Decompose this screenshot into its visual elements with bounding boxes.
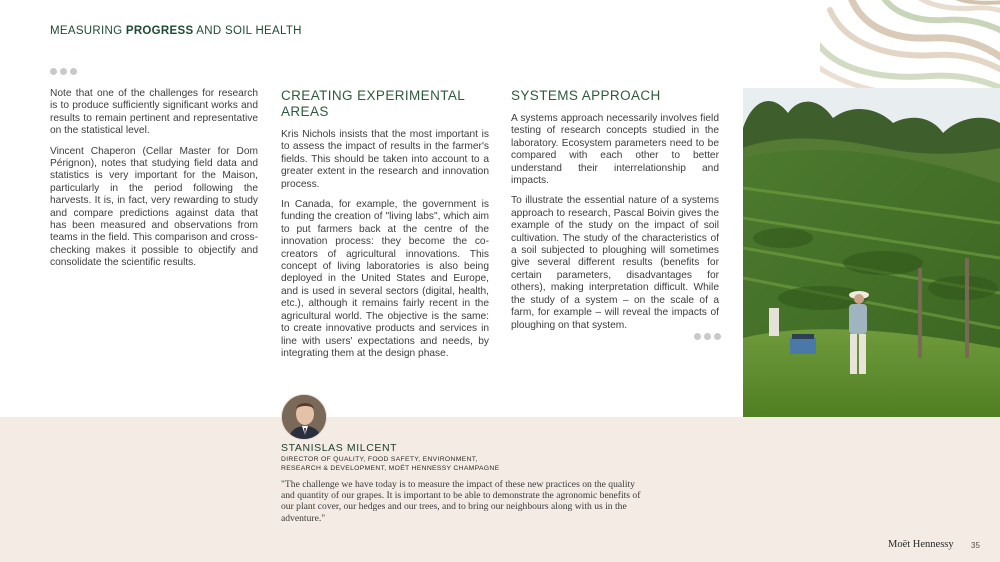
person-role-line-2: RESEARCH & DEVELOPMENT, MOËT HENNESSY CHAMPAGNE (281, 465, 500, 473)
experimental-paragraph-2: In Canada, for example, the government is funding the creation of "living labs", which aim to put farmers back at the centre of the innovation process: they become the co-creators of agricultural innovations. This concept of living laboratories is also being deployed in the United States and Europe, and is used in several sectors (digital, health, etc.), although it remains fairly recent in the agricultural world. The objective is the same: to create innovative products and services in line with users' expectations and needs, by integrating them at the design phase. (281, 199, 489, 359)
experimental-column (281, 88, 489, 368)
page-title (50, 25, 302, 37)
systems-paragraph-1: A systems approach necessarily involves field testing of research concepts studied in the laboratory. Ecosystem parameters need to be compared with each other to better understand their interrelationship and impacts. (511, 113, 719, 187)
ellipsis-dots-icon (694, 333, 721, 340)
person-role (281, 455, 499, 474)
experimental-heading: CREATING EXPERIMENTAL AREAS (281, 88, 465, 119)
person-name: STANISLAS MILCENT (281, 442, 398, 454)
testimonial-quote: "The challenge we have today is to measure the impact of these new practices on the quality and quantity of our grapes. It is important to be able to demonstrate the agronomic benefits of our plant cover, our hedges and our trees, and to bring our neighbours along with us in the adventure." (281, 479, 641, 524)
page-title-prefix: MEASURING (50, 25, 126, 37)
vineyard-photo (743, 88, 1000, 417)
systems-column (511, 88, 719, 340)
page-title-bold: PROGRESS (125, 25, 194, 37)
brand-logo: Moët Hennessy (888, 539, 954, 550)
avatar (281, 394, 327, 440)
page-number: 35 (971, 541, 980, 550)
intro-paragraph-1: Note that one of the challenges for research is to produce sufficiently significant works and results to remain pertinent and representative on the statistical level. (50, 88, 258, 137)
page-title-suffix: AND SOIL HEALTH (193, 25, 302, 37)
ellipsis-dots-icon (50, 68, 77, 75)
systems-heading: SYSTEMS APPROACH (511, 88, 661, 103)
experimental-paragraph-1: Kris Nichols insists that the most important is to assess the impact of results in the farmer's fields. This should be taken into account to a greater extent in the research and innovation process. (281, 129, 489, 190)
person-role-line-1: DIRECTOR OF QUALITY, FOOD SAFETY, ENVIRONMENT, (281, 456, 478, 463)
systems-paragraph-2: To illustrate the essential nature of a systems approach to research, Pascal Boivin gives the example of the study on the impact of soil cultivation. The study of the characteristics of a soil subjected to ploughing will sometimes give several different results (benefits for certain parameters, disadvantages for others), making interpretation difficult. While the study of a system – on the scale of a farm, for example – will reveal the impacts of ploughing on that system. (511, 195, 719, 331)
intro-column (50, 88, 258, 278)
intro-paragraph-2: Vincent Chaperon (Cellar Master for Dom Pérignon), notes that studying field data and statistics is very important for the Maison, particularly in the period following the harvests. It is, in fact, very rewarding to study and compare predictions against data that has been measured and observations from teams in the field. This comparison and cross-checking makes it possible to objectify and consolidate the scientific results. (50, 145, 258, 269)
